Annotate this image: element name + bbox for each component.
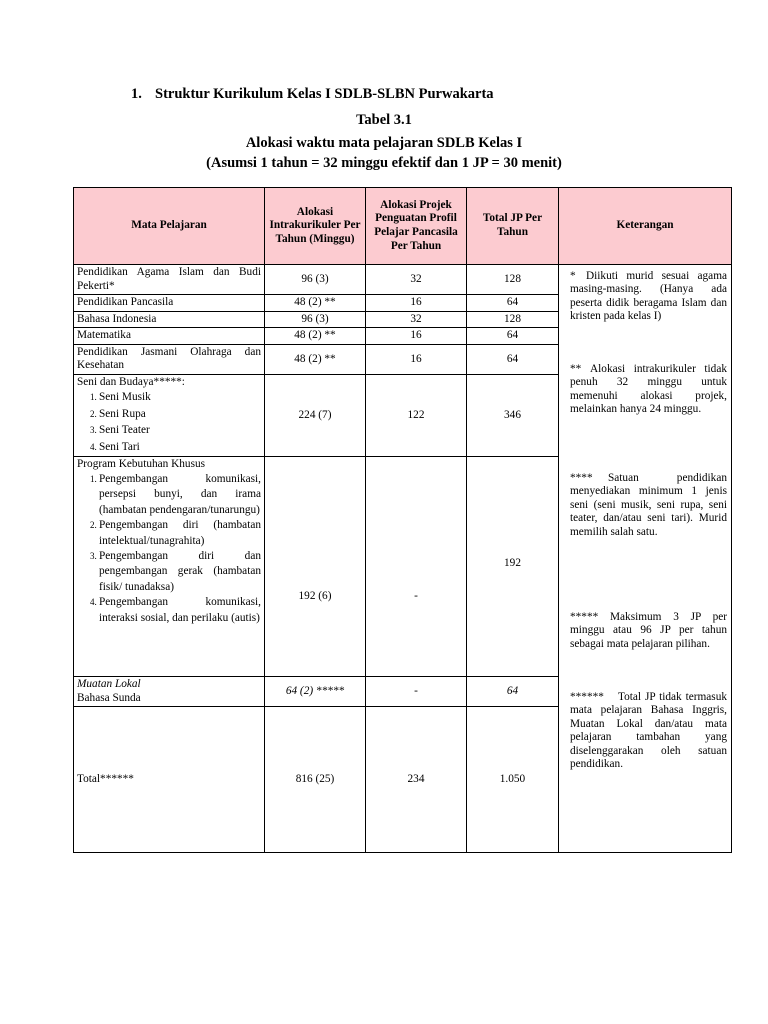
intra-cell: 64 (2) ***** xyxy=(265,677,366,707)
arts-title: Seni dan Budaya*****: xyxy=(77,375,185,388)
header-subject: Mata Pelajaran xyxy=(74,188,265,265)
curriculum-table xyxy=(73,187,732,853)
intra-cell: 96 (3) xyxy=(265,265,366,295)
intra-cell: 96 (3) xyxy=(265,311,366,328)
project-cell: 234 xyxy=(366,707,467,853)
total-cell: 1.050 xyxy=(467,707,559,853)
total-label: Total****** xyxy=(74,707,265,853)
note-1 xyxy=(570,270,727,324)
local-subject: Bahasa Sunda xyxy=(77,691,141,704)
list-item: 1. Seni Musik xyxy=(99,389,261,406)
project-cell: - xyxy=(366,677,467,707)
project-cell: - xyxy=(366,457,467,677)
total-cell: 64 xyxy=(467,344,559,374)
note-mark: ***** xyxy=(570,610,599,623)
header-total: Total JP Per Tahun xyxy=(467,188,559,265)
list-item: 3. Seni Teater xyxy=(99,422,261,439)
arts-list xyxy=(77,389,261,455)
intra-cell: 48 (2) ** xyxy=(265,295,366,312)
special-list xyxy=(77,472,261,626)
project-cell: 32 xyxy=(366,265,467,295)
note-text: Satuan pendidikan menyediakan minimum 1 jenis seni (seni musik, seni rupa, seni teater, dan/atau seni tari). Murid memilih salah satu. xyxy=(570,471,727,538)
list-item: 4. Seni Tari xyxy=(99,439,261,456)
project-cell: 16 xyxy=(366,344,467,374)
subject-cell: Pendidikan Pancasila xyxy=(74,295,265,312)
local-title: Muatan Lokal xyxy=(77,678,141,691)
project-cell: 32 xyxy=(366,311,467,328)
note-text: Total JP tidak termasuk mata pelajaran Bahasa Inggris, Muatan Lokal dan/atau mata pelajaran tambahan yang diselenggarakan oleh satuan pendidikan. xyxy=(570,690,727,771)
subject-cell: Matematika xyxy=(74,328,265,345)
project-cell: 122 xyxy=(366,374,467,457)
arts-subject-cell xyxy=(74,374,265,457)
subject-cell: Pendidikan Agama Islam dan Budi Pekerti* xyxy=(74,265,265,295)
total-cell: 128 xyxy=(467,265,559,295)
note-4 xyxy=(570,611,727,652)
note-5 xyxy=(570,691,727,772)
table-number: Tabel 3.1 xyxy=(356,112,412,128)
note-text: Alokasi intrakurikuler tidak penuh 32 minggu untuk memenuhi alokasi projek, melainkan hanya 24 minggu. xyxy=(570,362,727,416)
table-row xyxy=(74,265,732,295)
subject-cell: Pendidikan Jasmani Olahraga dan Kesehatan xyxy=(74,344,265,374)
special-subject-cell xyxy=(74,457,265,677)
table-subtitle: (Asumsi 1 tahun = 32 minggu efektif dan 1 JP = 30 menit) xyxy=(206,155,562,171)
total-cell: 64 xyxy=(467,328,559,345)
intra-cell: 192 (6) xyxy=(265,457,366,677)
section-number: 1. xyxy=(131,86,142,102)
table-header-row xyxy=(74,188,732,265)
note-mark: ** xyxy=(570,362,582,375)
intra-cell: 48 (2) ** xyxy=(265,344,366,374)
header-notes: Keterangan xyxy=(559,188,732,265)
intra-cell: 48 (2) ** xyxy=(265,328,366,345)
special-title: Program Kebutuhan Khusus xyxy=(77,458,206,471)
total-cell: 128 xyxy=(467,311,559,328)
header-intra: Alokasi Intrakurikuler Per Tahun (Minggu) xyxy=(265,188,366,265)
section-heading xyxy=(131,86,494,103)
note-text: Diikuti murid sesuai agama masing-masing. (Hanya ada peserta didik beragama Islam dan kristen pada kelas I) xyxy=(570,269,727,323)
table-title: Alokasi waktu mata pelajaran SDLB Kelas I xyxy=(245,135,523,151)
intra-cell: 224 (7) xyxy=(265,374,366,457)
total-cell: 192 xyxy=(467,457,559,677)
subject-cell: Bahasa Indonesia xyxy=(74,311,265,328)
section-title: Struktur Kurikulum Kelas I SDLB-SLBN Purwakarta xyxy=(155,86,494,102)
header-project: Alokasi Projek Penguatan Profil Pelajar Pancasila Per Tahun xyxy=(366,188,467,265)
note-mark: **** xyxy=(570,471,593,484)
note-mark: ****** xyxy=(570,690,604,703)
list-item: 2. Pengembangan diri (hambatan intelektual/tunagrahita) xyxy=(99,518,261,549)
local-subject-cell xyxy=(74,677,265,707)
notes-cell xyxy=(559,265,732,853)
note-3 xyxy=(570,472,727,540)
list-item: 3. Pengembangan diri dan pengembangan gerak (hambatan fisik/ tunadaksa) xyxy=(99,549,261,595)
list-item: 4. Pengembangan komunikasi, interaksi sosial, dan perilaku (autis) xyxy=(99,595,261,626)
list-item: 2. Seni Rupa xyxy=(99,406,261,423)
total-cell: 346 xyxy=(467,374,559,457)
total-cell: 64 xyxy=(467,295,559,312)
project-cell: 16 xyxy=(366,328,467,345)
note-2 xyxy=(570,363,727,417)
intra-cell: 816 (25) xyxy=(265,707,366,853)
project-cell: 16 xyxy=(366,295,467,312)
note-mark: * xyxy=(570,269,576,282)
list-item: 1. Pengembangan komunikasi, persepsi bunyi, dan irama (hambatan pendengaran/tunarungu) xyxy=(99,472,261,518)
total-cell: 64 xyxy=(467,677,559,707)
note-text: Maksimum 3 JP per minggu atau 96 JP per tahun sebagai mata pelajaran pilihan. xyxy=(570,610,727,650)
